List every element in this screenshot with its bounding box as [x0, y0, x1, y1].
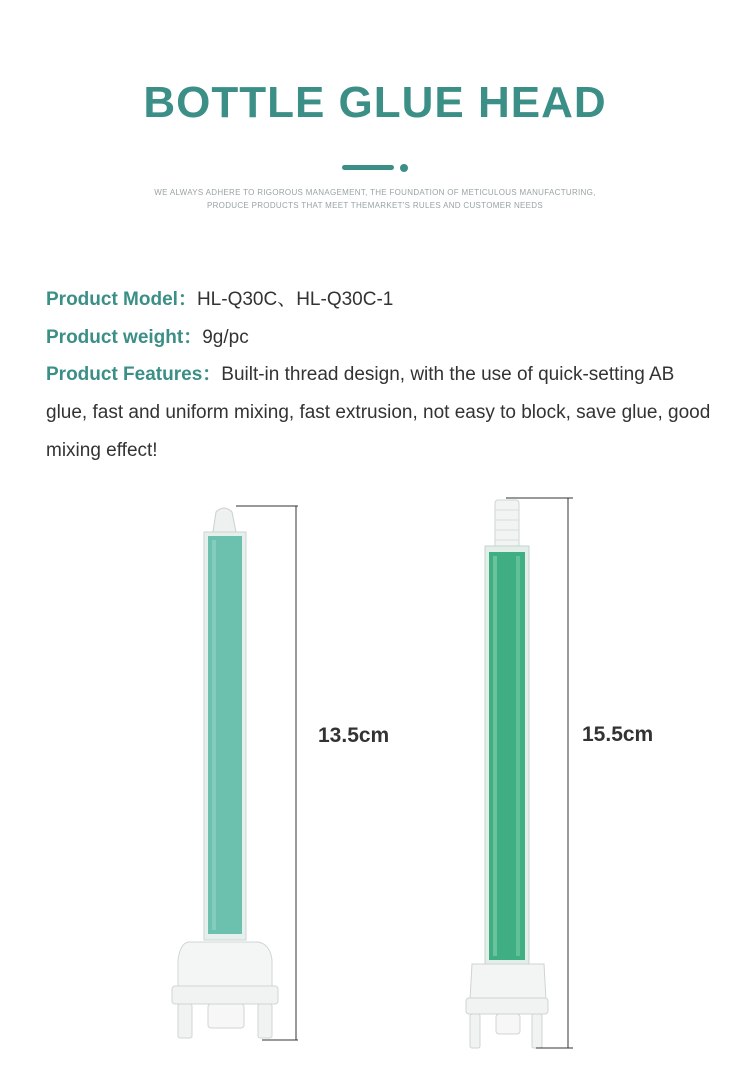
tagline-line-2: PRODUCE PRODUCTS THAT MEET THEMARKET'S RULES AND CUSTOMER NEEDS: [206, 201, 544, 210]
spec-features-value: Built-in thread design, with the use of quick-setting AB glue, fast and uniform mixing, fast extrusion, not easy to block, save glue, good mixing effect!: [46, 364, 711, 461]
length-label-2: 15.5cm: [582, 723, 654, 746]
mixing-nozzle-short: [172, 508, 278, 1038]
page-title: BOTTLE GLUE HEAD: [143, 78, 607, 127]
spec-model-value: HL-Q30C、HL-Q30C-1: [196, 289, 394, 310]
spec-model-label: Product Model：: [46, 289, 197, 310]
length-label-1: 13.5cm: [318, 724, 390, 747]
spec-weight-label: Product weight：: [46, 327, 203, 348]
spec-weight-value: 9g/pc: [202, 327, 249, 348]
tagline-line-1: WE ALWAYS ADHERE TO RIGOROUS MANAGEMENT, THE FOUNDATION OF METICULOUS MANUFACTURING,: [154, 188, 596, 197]
mixing-nozzle-long: [466, 500, 548, 1048]
spec-features-label: Product Features：: [46, 364, 222, 385]
